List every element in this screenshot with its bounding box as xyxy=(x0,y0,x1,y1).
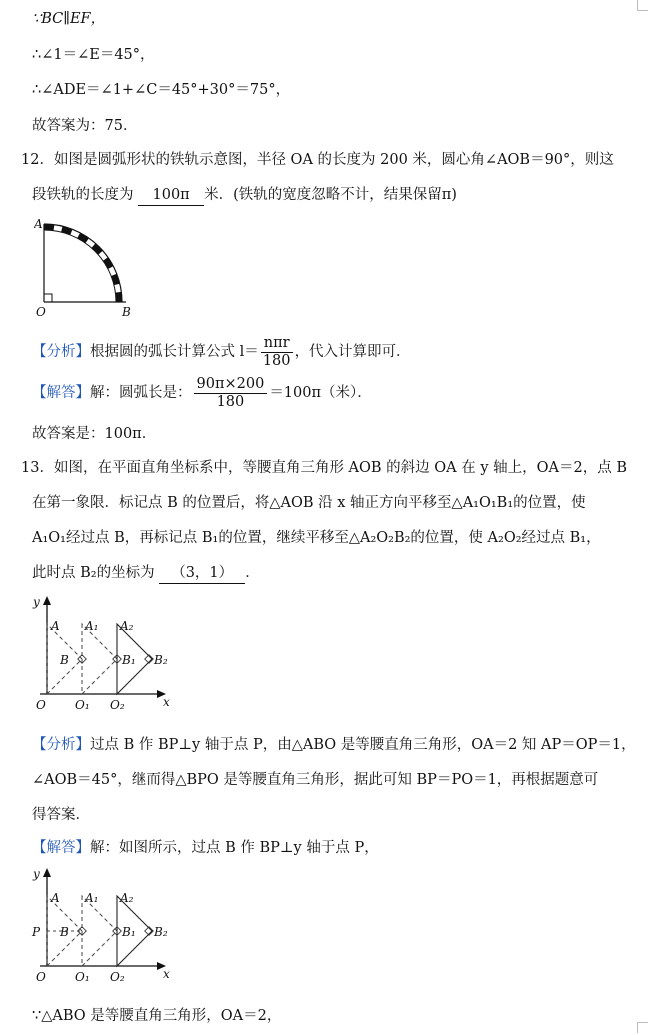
q12-analysis xyxy=(32,333,411,371)
triangle-a1o1b1 xyxy=(82,624,117,694)
text-line-bc-parallel-ef: ∵BC∥EF， xyxy=(32,11,106,27)
text-line-angle1: ∴∠1＝∠E＝45°， xyxy=(32,47,155,63)
q12-solution xyxy=(32,374,372,412)
q12-label-a: A xyxy=(34,217,43,231)
q13-translation-figure xyxy=(30,594,180,716)
q12-rail-inner-arc xyxy=(44,230,116,302)
fig2-label-y: y xyxy=(33,867,40,881)
fig1-label-o2: O₂ xyxy=(110,698,125,712)
fig1-label-y: y xyxy=(33,595,40,609)
q13-solution-figure xyxy=(30,866,180,986)
fig1-label-a2: A₂ xyxy=(120,619,134,633)
fig2-label-b: B xyxy=(60,925,69,939)
corner-mark-bottom-right xyxy=(637,1022,648,1033)
q12-text-line2-after: 米．(铁轨的宽度忽略不计，结果保留π) xyxy=(204,187,457,203)
fig2-label-p: P xyxy=(32,925,41,939)
fig2-label-a1: A₁ xyxy=(85,891,99,905)
q13-solution-line xyxy=(32,838,379,858)
q13-analysis-line2: ∠AOB＝45°，继而得△BPO 是等腰直角三角形，据此可知 BP＝PO＝1，再根据题意可 xyxy=(32,772,599,788)
q12-text-line1: 如图是圆弧形状的铁轨示意图，半径 OA 的长度为 200 米，圆心角∠AOB＝90°，则这 xyxy=(53,152,614,168)
q12-solution-denominator: 180 xyxy=(216,393,245,410)
fig2-label-b1: B₁ xyxy=(122,925,136,939)
fig2-label-o: O xyxy=(36,970,46,984)
q13-y-axis-arrow xyxy=(43,596,51,605)
fig2-label-a2: A₂ xyxy=(120,891,134,905)
fig1-label-o: O xyxy=(36,698,46,712)
corner-mark-top-right xyxy=(637,0,648,11)
q12-solution-tag: 【解答】 xyxy=(32,385,90,401)
q12-answer-blank: 100π xyxy=(138,185,204,206)
text-line-angle-ade: ∴∠ADE＝∠1+∠C＝45°+30°＝75°， xyxy=(32,82,291,98)
q13-solution-text: 解：如图所示，过点 B 作 BP⊥y 轴于点 P， xyxy=(90,840,379,856)
q12-analysis-after: ，代入计算即可． xyxy=(294,344,411,360)
q13-fig2-y-axis-arrow xyxy=(43,868,51,877)
q13-line3: A₁O₁经过点 B，再标记点 B₁的位置，继续平移至△A₂O₂B₂的位置，使 A₂O₂经过点 B₁， xyxy=(32,530,601,546)
text-line-answer-75: 故答案为：75． xyxy=(32,118,138,134)
q12-formula-denominator: 180 xyxy=(262,352,291,369)
q12-label-b: B xyxy=(122,305,131,319)
q13-analysis-line3: 得答案． xyxy=(32,807,90,823)
q12-rail-black-segments xyxy=(44,227,119,302)
fig2-triangle-a1o1b1 xyxy=(82,896,117,966)
fig2-label-o1: O₁ xyxy=(75,970,90,984)
q13-analysis-text1: 过点 B 作 BP⊥y 轴于点 P，由△ABO 是等腰直角三角形，OA＝2 知 AP＝OP＝1， xyxy=(90,737,636,753)
fig1-label-b: B xyxy=(60,653,69,667)
q13-analysis-tag: 【分析】 xyxy=(32,737,90,753)
q12-right-angle-mark xyxy=(44,294,52,302)
q13-line4 xyxy=(32,563,260,584)
q12-solution-before: 解：圆弧长是： xyxy=(90,385,192,401)
fig1-label-x: x xyxy=(163,695,170,709)
q12-analysis-tag: 【分析】 xyxy=(32,344,90,360)
q13-analysis-line1 xyxy=(32,735,636,755)
q12-arc-formula-fraction xyxy=(261,335,293,370)
fig1-label-b1: B₁ xyxy=(122,653,136,667)
q12-line2 xyxy=(32,185,457,206)
q12-conclusion: 故答案是：100π． xyxy=(32,426,157,442)
q12-solution-fraction xyxy=(194,376,268,411)
q12-solution-numerator: 90π×200 xyxy=(194,376,268,394)
fig2-label-x: x xyxy=(163,967,170,981)
fig2-label-a: A xyxy=(51,891,60,905)
q13-line2: 在第一象限．标记点 B 的位置后，将△AOB 沿 x 轴正方向平移至△A₁O₁B₁的位置，使 xyxy=(32,495,586,511)
q12-solution-after: ＝100π（米）． xyxy=(269,385,372,401)
q13-number: 13． xyxy=(21,460,54,476)
q13-solution-tag: 【解答】 xyxy=(32,840,90,856)
fig2-label-b2: B₂ xyxy=(154,925,168,939)
q12-line1 xyxy=(21,150,614,170)
q12-number: 12． xyxy=(21,152,54,168)
fig1-label-o1: O₁ xyxy=(75,698,90,712)
q12-text-line2-before: 段铁轨的长度为 xyxy=(32,187,134,203)
q13-line1 xyxy=(21,458,627,478)
q13-text-line4-after: ． xyxy=(245,565,260,581)
q13-answer-blank: （3，1） xyxy=(159,563,245,584)
q12-label-o: O xyxy=(36,305,46,319)
q13-last-line: ∵△ABO 是等腰直角三角形，OA＝2， xyxy=(32,1008,282,1024)
q13-text-line1: 如图，在平面直角坐标系中，等腰直角三角形 AOB 的斜边 OA 在 y 轴上，OA＝2，点 B xyxy=(53,460,628,476)
q12-analysis-before: 根据圆的弧长计算公式 l＝ xyxy=(90,344,259,360)
fig1-label-b2: B₂ xyxy=(154,653,168,667)
q12-arc-figure xyxy=(34,214,144,320)
q13-text-line4-before: 此时点 B₂的坐标为 xyxy=(32,565,155,581)
fig1-label-a1: A₁ xyxy=(85,619,99,633)
fig1-label-a: A xyxy=(51,619,60,633)
fig2-label-o2: O₂ xyxy=(110,970,125,984)
q12-formula-numerator: nπr xyxy=(261,335,293,353)
